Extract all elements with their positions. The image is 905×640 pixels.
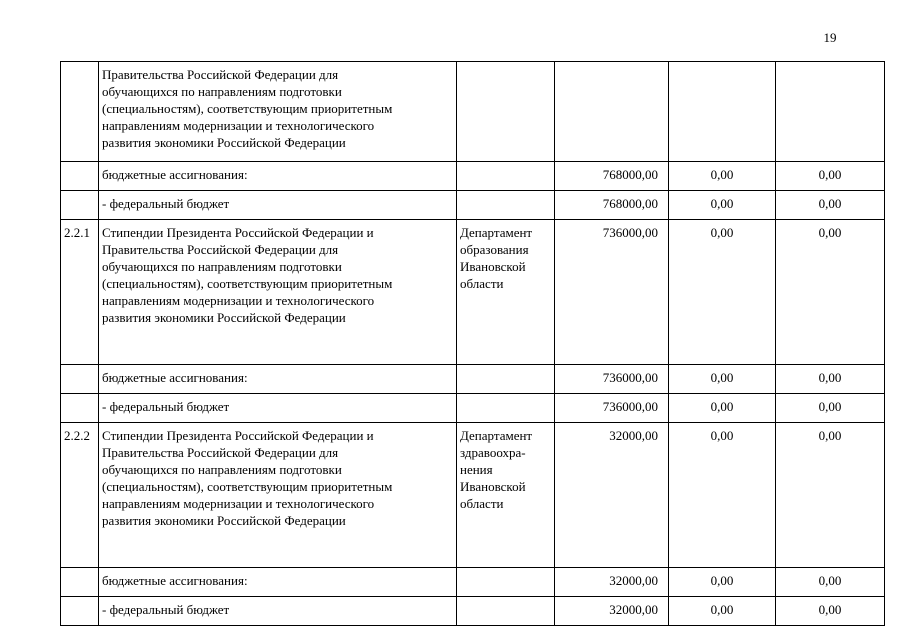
amount-cell: 0,00 (669, 365, 776, 394)
row-number (61, 62, 99, 162)
activity-name (99, 62, 457, 162)
executor-line: Ивановской (460, 259, 526, 274)
row-number: 2.2.1 (61, 220, 99, 365)
amount-cell (555, 62, 669, 162)
executor-line: области (460, 496, 504, 511)
budget-table (60, 61, 885, 626)
table-row (61, 220, 885, 365)
amount-cell: 0,00 (669, 423, 776, 568)
executor-line: Департамент (460, 428, 533, 443)
executor-line: нения (460, 462, 493, 477)
table-row (61, 191, 885, 220)
activity-name-line: Правительства Российской Федерации для (102, 445, 339, 460)
amount-cell: 0,00 (776, 162, 885, 191)
activity-name-line: Правительства Российской Федерации для (102, 67, 339, 82)
row-number (61, 365, 99, 394)
activity-name-line: развития экономики Российской Федерации (102, 135, 346, 150)
amount-cell: 0,00 (776, 568, 885, 597)
amount-cell: 0,00 (669, 394, 776, 423)
amount-cell (776, 62, 885, 162)
activity-name-line: (специальностям), соответствующим приоритетным (102, 276, 393, 291)
amount-cell: 0,00 (776, 365, 885, 394)
table-row (61, 62, 885, 162)
activity-name (99, 568, 457, 597)
executor (457, 220, 555, 365)
amount-cell: 0,00 (776, 394, 885, 423)
row-number (61, 394, 99, 423)
amount-cell: 0,00 (669, 191, 776, 220)
activity-name-line: - федеральный бюджет (102, 196, 230, 211)
activity-name-line: бюджетные ассигнования: (102, 573, 248, 588)
activity-name-line: обучающихся по направлениям подготовки (102, 259, 342, 274)
table-row (61, 394, 885, 423)
executor (457, 394, 555, 423)
amount-cell: 768000,00 (555, 191, 669, 220)
activity-name-line: развития экономики Российской Федерации (102, 513, 346, 528)
row-number (61, 162, 99, 191)
activity-name (99, 191, 457, 220)
amount-cell (669, 62, 776, 162)
activity-name-line: направлениям модернизации и технологического (102, 293, 375, 308)
executor (457, 423, 555, 568)
row-number: 2.2.2 (61, 423, 99, 568)
executor (457, 597, 555, 626)
row-number (61, 568, 99, 597)
row-number (61, 597, 99, 626)
executor (457, 365, 555, 394)
activity-name (99, 597, 457, 626)
activity-name-line: направлениям модернизации и технологического (102, 496, 375, 511)
executor-line: здравоохра- (460, 445, 526, 460)
activity-name-line: - федеральный бюджет (102, 602, 230, 617)
amount-cell: 736000,00 (555, 365, 669, 394)
table-row (61, 423, 885, 568)
activity-name-line: бюджетные ассигнования: (102, 167, 248, 182)
amount-cell: 0,00 (776, 597, 885, 626)
activity-name-line: развития экономики Российской Федерации (102, 310, 346, 325)
activity-name (99, 394, 457, 423)
executor-line: Департамент (460, 225, 533, 240)
table-row (61, 162, 885, 191)
executor-line: образования (460, 242, 529, 257)
row-number (61, 191, 99, 220)
amount-cell: 0,00 (669, 597, 776, 626)
activity-name (99, 423, 457, 568)
executor (457, 162, 555, 191)
executor (457, 568, 555, 597)
table-row (61, 568, 885, 597)
amount-cell: 736000,00 (555, 220, 669, 365)
amount-cell: 768000,00 (555, 162, 669, 191)
amount-cell: 32000,00 (555, 423, 669, 568)
amount-cell: 0,00 (776, 191, 885, 220)
table-row (61, 365, 885, 394)
activity-name-line: Стипендии Президента Российской Федерации и (102, 428, 374, 443)
executor-line: Ивановской (460, 479, 526, 494)
activity-name-line: бюджетные ассигнования: (102, 370, 248, 385)
executor (457, 62, 555, 162)
amount-cell: 32000,00 (555, 568, 669, 597)
activity-name-line: Правительства Российской Федерации для (102, 242, 339, 257)
activity-name-line: обучающихся по направлениям подготовки (102, 84, 342, 99)
activity-name-line: направлениям модернизации и технологического (102, 118, 375, 133)
table-row (61, 597, 885, 626)
executor (457, 191, 555, 220)
activity-name-line: Стипендии Президента Российской Федерации и (102, 225, 374, 240)
activity-name (99, 220, 457, 365)
activity-name (99, 162, 457, 191)
amount-cell: 32000,00 (555, 597, 669, 626)
activity-name-line: (специальностям), соответствующим приоритетным (102, 101, 393, 116)
page-number: 19 (823, 30, 837, 45)
amount-cell: 0,00 (776, 220, 885, 365)
activity-name-line: (специальностям), соответствующим приоритетным (102, 479, 393, 494)
amount-cell: 736000,00 (555, 394, 669, 423)
activity-name-line: - федеральный бюджет (102, 399, 230, 414)
executor-line: области (460, 276, 504, 291)
amount-cell: 0,00 (776, 423, 885, 568)
table-body (61, 62, 885, 626)
activity-name-line: обучающихся по направлениям подготовки (102, 462, 342, 477)
amount-cell: 0,00 (669, 162, 776, 191)
amount-cell: 0,00 (669, 220, 776, 365)
amount-cell: 0,00 (669, 568, 776, 597)
activity-name (99, 365, 457, 394)
